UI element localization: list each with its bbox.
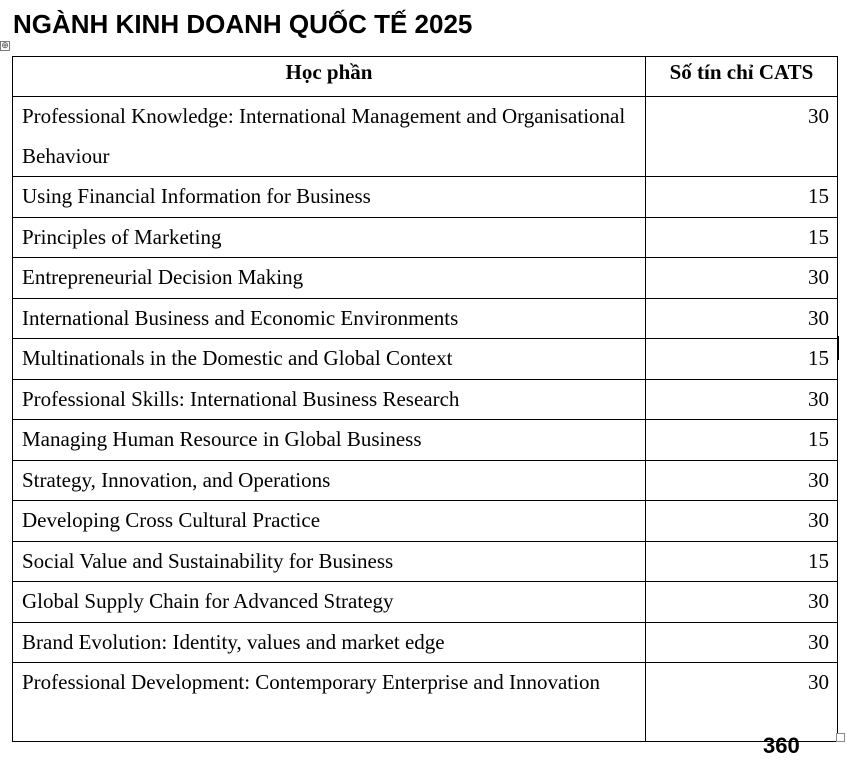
course-name[interactable]: Brand Evolution: Identity, values and market edge: [13, 622, 646, 663]
course-credits[interactable]: 15: [646, 177, 838, 218]
table-row: [13, 298, 838, 339]
table-row: [13, 177, 838, 218]
header-credits[interactable]: Số tín chỉ CATS: [646, 57, 838, 97]
table-row: [13, 541, 838, 582]
table-row: [13, 582, 838, 623]
table-row: [13, 97, 838, 177]
course-name[interactable]: Strategy, Innovation, and Operations: [13, 460, 646, 501]
header-course[interactable]: Học phần: [13, 57, 646, 97]
table-row: [13, 460, 838, 501]
course-credits[interactable]: 30: [646, 379, 838, 420]
course-credits[interactable]: 30: [646, 97, 838, 177]
course-name[interactable]: Multinationals in the Domestic and Global Context: [13, 339, 646, 380]
table-move-handle-icon[interactable]: ⊕: [1, 41, 9, 51]
course-credits[interactable]: 30: [646, 582, 838, 623]
table-row: [13, 379, 838, 420]
course-credits[interactable]: 15: [646, 420, 838, 461]
course-name[interactable]: Professional Skills: International Business Research: [13, 379, 646, 420]
course-credits[interactable]: 30: [646, 258, 838, 299]
course-name[interactable]: Using Financial Information for Business: [13, 177, 646, 218]
course-credits[interactable]: 15: [646, 339, 838, 380]
course-name[interactable]: International Business and Economic Environments: [13, 298, 646, 339]
course-credits[interactable]: 30: [646, 622, 838, 663]
course-credits[interactable]: 30: [646, 460, 838, 501]
course-name[interactable]: Developing Cross Cultural Practice: [13, 501, 646, 542]
course-name[interactable]: Social Value and Sustainability for Business: [13, 541, 646, 582]
table-resize-handle[interactable]: [836, 733, 845, 742]
table-row: [13, 420, 838, 461]
course-table: [12, 56, 838, 742]
course-name[interactable]: Professional Development: Contemporary Enterprise and Innovation: [13, 663, 646, 742]
table-row: [13, 501, 838, 542]
course-credits[interactable]: 15: [646, 541, 838, 582]
table-row: [13, 217, 838, 258]
table-row: [13, 663, 838, 742]
course-name[interactable]: Global Supply Chain for Advanced Strategy: [13, 582, 646, 623]
table-row: [13, 258, 838, 299]
page-number: 360: [763, 733, 800, 758]
course-name[interactable]: Principles of Marketing: [13, 217, 646, 258]
table-row: [13, 622, 838, 663]
course-credits[interactable]: 30: [646, 663, 838, 742]
course-credits[interactable]: 30: [646, 501, 838, 542]
text-cursor: [838, 336, 839, 360]
course-credits[interactable]: 15: [646, 217, 838, 258]
table-header-row: [13, 57, 838, 97]
course-name[interactable]: Professional Knowledge: International Management and Organisational Behaviour: [13, 97, 646, 177]
document-title: NGÀNH KINH DOANH QUỐC TẾ 2025: [13, 9, 473, 39]
course-credits[interactable]: 30: [646, 298, 838, 339]
course-name[interactable]: Managing Human Resource in Global Business: [13, 420, 646, 461]
table-row: [13, 339, 838, 380]
course-name[interactable]: Entrepreneurial Decision Making: [13, 258, 646, 299]
